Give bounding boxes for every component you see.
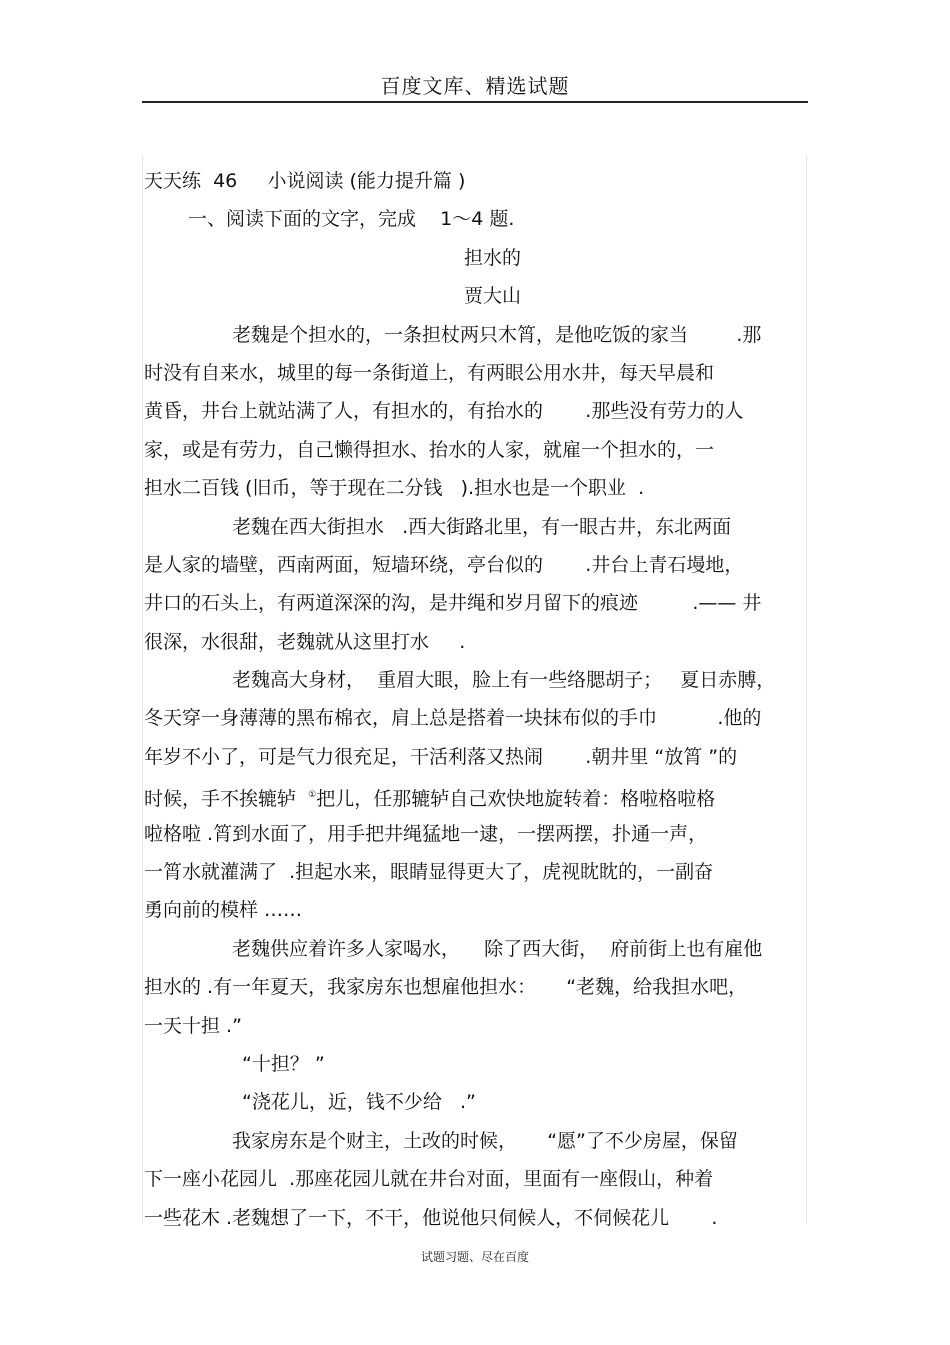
story-author: 贾大山 — [464, 285, 522, 308]
document-body — [144, 162, 808, 1237]
header-divider — [142, 101, 808, 103]
text-line: 担水二百钱 (旧币，等于现在二分钱 ).担水也是一个职业 . — [144, 477, 645, 500]
story-title: 担水的 — [464, 246, 522, 269]
page-header-title: 百度文库、精选试题 — [380, 74, 570, 98]
text-line: 一筲水就灌满了 .担起水来，眼睛显得更大了，虎视眈眈的，一副奋 — [144, 861, 714, 884]
page-footer: 试题习题、尽在百度 — [420, 1250, 529, 1264]
text-line: 啦格啦 .筲到水面了，用手把井绳猛地一逮，一摆两摆，扑通一声， — [144, 822, 708, 845]
text-line: 老魏供应着许多人家喝水， 除了西大街， 府前街上也有雇他 — [232, 937, 763, 960]
dialogue-line: “浇花儿，近，钱不少给 .” — [242, 1091, 476, 1114]
footnote-marker: ① — [308, 790, 317, 801]
text-line-with-footnote — [144, 776, 808, 814]
text-line: 家，或是有劳力，自己懒得担水、抬水的人家，就雇一个担水的，一 — [144, 438, 715, 461]
text-segment: 时候，手不挨辘轳 — [144, 788, 297, 811]
dialogue-line: “十担？ ” — [242, 1052, 325, 1075]
text-line: 我家房东是个财主，土改的时候， “愿”了不少房屋，保留 — [232, 1129, 738, 1152]
left-margin-line — [142, 155, 143, 1223]
text-line: 冬天穿一身薄薄的黑布棉衣，肩上总是搭着一块抹布似的手巾 .他的 — [144, 707, 762, 730]
text-line: 下一座小花园儿 .那座花园儿就在井台对面，里面有一座假山，种着 — [144, 1168, 714, 1191]
exercise-title: 天天练 46 小说阅读 (能力提升篇 ) — [144, 170, 466, 192]
text-line: 老魏是个担水的，一条担杖两只木筲，是他吃饭的家当 .那 — [232, 323, 762, 346]
text-line: 年岁不小了，可是气力很充足，干活利落又热闹 .朝井里 “放筲 ”的 — [144, 745, 738, 768]
question-instruction: 一、阅读下面的文字，完成 1～4 题. — [188, 208, 515, 231]
text-line: 是人家的墙壁，西南两面，短墙环绕，亭台似的 .井台上青石墁地， — [144, 553, 744, 576]
text-line: 勇向前的模样 …… — [144, 899, 303, 922]
text-line: 黄昏，井台上就站满了人，有担水的，有抬水的 .那些没有劳力的人 — [144, 400, 744, 423]
text-line: 老魏高大身材， 重眉大眼，脸上有一些络腮胡子； 夏日赤膊， — [232, 669, 776, 692]
text-line: 时没有自来水，城里的每一条街道上，有两眼公用水井，每天早晨和 — [144, 361, 715, 384]
text-line: 很深，水很甜，老魏就从这里打水 . — [144, 630, 466, 653]
text-line: 一天十担 .” — [144, 1014, 242, 1037]
text-line: 一些花木 .老魏想了一下，不干，他说他只伺候人，不伺候花儿 . — [144, 1206, 718, 1229]
text-segment: 把儿，任那辘轳自己欢快地旋转着：格啦格啦格 — [316, 788, 716, 811]
text-line: 老魏在西大街担水 .西大街路北里，有一眼古井，东北两面 — [232, 515, 732, 538]
text-line: 井口的石头上，有两道深深的沟，是井绳和岁月留下的痕迹 .—— 井 — [144, 592, 762, 615]
text-line: 担水的 .有一年夏天，我家房东也想雇他担水： “老魏，给我担水吧， — [144, 976, 748, 999]
